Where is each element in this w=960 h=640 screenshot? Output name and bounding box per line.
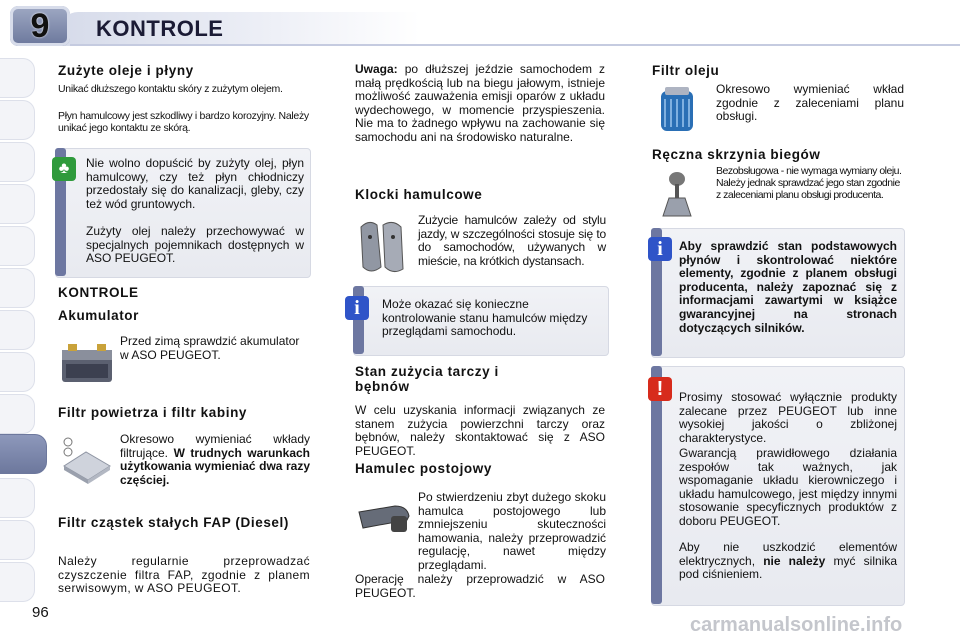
airfilter-heading: Filtr powietrza i filtr kabiny	[58, 405, 248, 420]
side-tab-7[interactable]	[0, 310, 35, 350]
side-tab-5[interactable]	[0, 226, 35, 266]
oils-text-1: Unikać dłuższego kontaktu skóry z zużytym olejem.	[58, 83, 283, 95]
warning-box-strip	[651, 366, 662, 604]
note-paragraph	[355, 63, 605, 145]
air-filter-icon	[58, 430, 114, 491]
oil-filter-icon	[655, 85, 699, 142]
airfilter-text: Okresowo wymieniać wkłady filtrujące.	[120, 432, 310, 460]
header-divider	[70, 44, 960, 46]
side-tab-11[interactable]	[0, 478, 35, 518]
warning-icon: !	[648, 377, 672, 401]
side-tab-active[interactable]	[0, 434, 47, 474]
page-number: 96	[32, 604, 49, 621]
pads-heading: Klocki hamulcowe	[355, 187, 483, 202]
note-text: po dłuższej jeździe samochodem z małą prędkością lub na biegu jałowym, istnieje możliwość zauważenia emisji oparów z układu wydechowego, w momencie przyspieszenia. Nie ma to żadnego wpływu na zachowanie się samochodu ani na środowisko naturalne.	[355, 62, 605, 144]
side-tab-9[interactable]	[0, 394, 35, 434]
warning-text-2: Gwarancją prawidłowego działania zespołów tak ważnych, jak wspomaganie układu kierowniczego i układu hamulcowego, jest między innymi stosowanie specyficznych produktów z doboru PEUGEOT.	[679, 446, 897, 528]
handbrake-heading: Hamulec postojowy	[355, 461, 492, 476]
pads-text: Zużycie hamulców zależy od stylu jazdy, w szczególności stosuje się to do samochodów, używanych w mieście, na krótkich dystansach.	[418, 213, 606, 268]
discs-text: W celu uzyskania informacji związanych ze stanem zużycia powierzchni tarczy oraz bębnów, należy skontaktować się z ASO PEUGEOT.	[355, 403, 605, 458]
warning-text-3b: myć silnika pod ciśnieniem.	[679, 553, 897, 582]
airfilter-bold: W trudnych warunkach użytkowania wymieniać dwa razy częściej.	[120, 445, 310, 487]
gearbox-text: Bezobsługowa - nie wymaga wymiany oleju. Należy jednak sprawdzać jego stan zgodnie z zaleceniami planu obsługi producenta.	[716, 165, 902, 201]
warning-text-3	[679, 541, 897, 582]
info-icon: i	[648, 237, 672, 261]
section-heading: KONTROLE	[58, 285, 139, 300]
fap-text: Należy regularnie przeprowadzać czyszczenie filtra FAP, zgodnie z planem serwisowym, w ASO PEUGEOT.	[58, 554, 310, 596]
side-tab-2[interactable]	[0, 100, 35, 140]
side-tab-8[interactable]	[0, 352, 35, 392]
tree-icon: ♣	[52, 157, 76, 181]
battery-icon	[58, 338, 116, 391]
eco-box-text-1: Nie wolno dopuścić by zużyty olej, płyn hamulcowy, czy też płyn chłodniczy przedostały się do kanalizacji, gleby, czy też wód gruntowych.	[86, 156, 304, 211]
handbrake-text-2: Operację należy przeprowadzić w ASO PEUGEOT.	[355, 572, 605, 600]
note-label: Uwaga:	[355, 62, 398, 76]
gear-lever-icon	[655, 170, 699, 225]
oils-text-2: Płyn hamulcowy jest szkodliwy i bardzo korozyjny. Należy unikać jego kontaktu ze skórą.	[58, 110, 309, 134]
warning-text-1: Prosimy stosować wyłącznie produkty zalecane przez PEUGEOT lub inne wysokiej jakości o zbliżonej charakterystyce.	[679, 390, 897, 445]
eco-box-text-2: Zużyty olej należy przechowywać w specjalnych pojemnikach dostępnych w ASO PEUGEOT.	[86, 224, 304, 266]
side-tab-6[interactable]	[0, 268, 35, 308]
side-tab-1[interactable]	[0, 58, 35, 98]
oilfilter-heading: Filtr oleju	[652, 63, 720, 78]
brake-pads-icon	[355, 217, 411, 282]
warning-bold: nie należy	[763, 553, 826, 568]
warning-text-3a: Aby nie uszkodzić elementów elektrycznych,	[679, 540, 897, 568]
handbrake-text: Po stwierdzeniu zbyt dużego skoku hamulca postojowego lub zmniejszeniu skuteczności hamowania, należy przeprowadzić regulację, nawet między przeglądami.	[418, 490, 606, 572]
battery-text: Przed zimą sprawdzić akumulator w ASO PEUGEOT.	[120, 334, 300, 362]
chapter-number: 9	[30, 7, 50, 45]
side-tab-3[interactable]	[0, 142, 35, 182]
side-tab-4[interactable]	[0, 184, 35, 224]
info-box-check-text: Aby sprawdzić stan podstawowych płynów i skontrolować niektóre elementy, zgodnie z planem obsługi producenta, należy zapoznać się z informacjami zawartymi w książce gwarancyjnej na stronach dotyczących silników.	[679, 239, 897, 335]
gearbox-heading: Ręczna skrzynia biegów	[652, 147, 821, 162]
page-title: KONTROLE	[96, 16, 224, 41]
airfilter-paragraph	[120, 433, 310, 487]
discs-heading: Stan zużycia tarczy i bębnów	[355, 364, 499, 394]
side-tab-13[interactable]	[0, 562, 35, 602]
oils-heading: Zużyte oleje i płyny	[58, 63, 194, 78]
info-icon: i	[345, 296, 369, 320]
battery-heading: Akumulator	[58, 308, 140, 323]
oilfilter-text: Okresowo wymieniać wkład zgodnie z zaleceniami planu obsługi.	[716, 82, 904, 124]
side-tab-12[interactable]	[0, 520, 35, 560]
handbrake-icon	[355, 498, 413, 543]
info-box-brakes-text: Może okazać się konieczne kontrolowanie stanu hamulców między przeglądami samochodu.	[382, 297, 588, 339]
fap-heading: Filtr cząstek stałych FAP (Diesel)	[58, 515, 289, 530]
watermark: carmanualsonline.info	[690, 614, 903, 636]
